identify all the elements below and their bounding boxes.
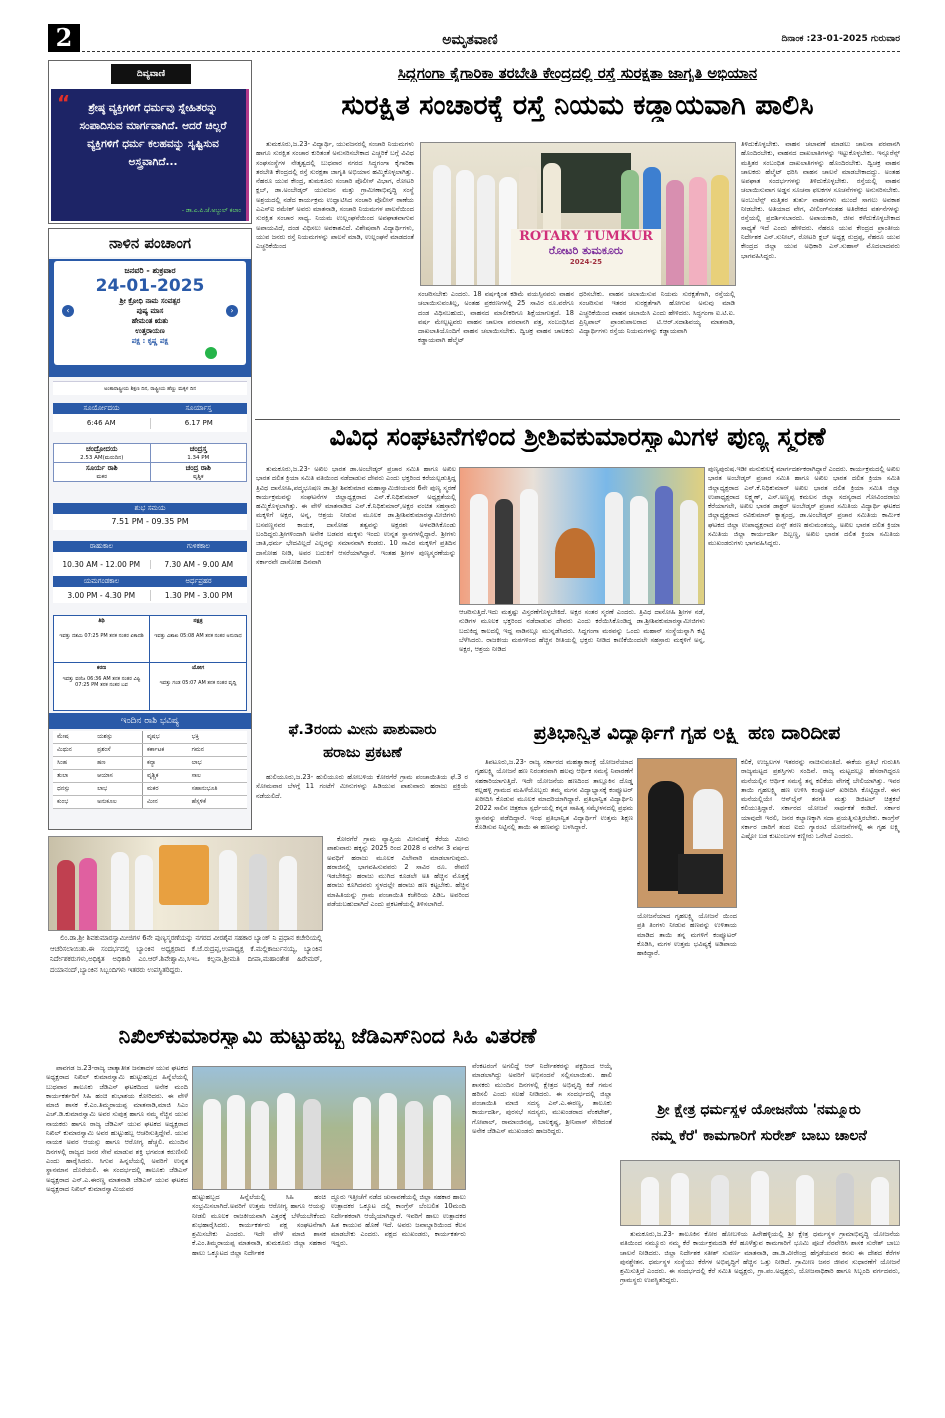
rashi-prediction: ಲಾಭ bbox=[188, 757, 247, 770]
quote-text: ಶ್ರೇಷ್ಠ ವ್ಯಕ್ತಿಗಳಿಗೆ ಧರ್ಮವು ಸ್ನೇಹಿತರನ್ನು ಸಂಪಾದಿಸುವ ಮಾರ್ಗವಾಗಿದೆ. ಆದರೆ ಚಿಲ್ಲರೆ ವ್ಯಕ್ತಿಗಳಿಗೆ ಧರ್ಮ ಕಲಹವನ್ನು ಸೃಷ್ಟಿಸುವ ಅಸ್ತ್ರವಾಗಿದೆ... bbox=[79, 102, 227, 168]
rashi-name: ತುಲಾ bbox=[53, 770, 93, 783]
article1-kicker: ಸಿದ್ಧಗಂಗಾ ಕೈಗಾರಿಕಾ ತರಬೇತಿ ಕೇಂದ್ರದಲ್ಲಿ ರಸ್ತೆ ಸುರಕ್ಷತಾ ಜಾಗೃತಿ ಅಭಿಯಾನ bbox=[397, 64, 758, 82]
quote-author: - ಡಾ.ಎ.ಪಿ.ಜೆ.ಅಬ್ದುಲ್ ಕಲಾಂ bbox=[181, 207, 241, 214]
rashi-name: ಕುಂಭ bbox=[53, 796, 93, 809]
article4-photo bbox=[637, 758, 737, 908]
rashi-prediction: ಸಾಲ bbox=[188, 770, 247, 783]
rashi-prediction: ಲಾಭ bbox=[93, 783, 142, 796]
page-number: 2 bbox=[48, 24, 80, 52]
karana: ಇವತ್ತು ವಣಿಜ 06:36 AM ತನಕ ನಂತರ ವಿಷ್ಟಿ 07:25 PM ತನಕ ನಂತರ ಬವ bbox=[62, 676, 141, 688]
tithi: ಇವತ್ತು ದಶಮಿ 07:25 PM ತನಕ ನಂತರ ಏಕಾದಶಿ bbox=[59, 633, 144, 639]
divyavani-title: ದಿವ್ಯವಾಣಿ bbox=[111, 64, 191, 84]
rashi-name: ವೃಷಭ bbox=[142, 731, 187, 744]
yama-time: 3.00 PM - 4.30 PM bbox=[53, 590, 151, 601]
rashi-prediction: ಪ್ರಶಂಸೆ bbox=[93, 744, 142, 757]
ardha-time: 1.30 PM - 3.00 PM bbox=[164, 590, 233, 600]
article1-photo bbox=[420, 142, 736, 286]
article2-photo bbox=[459, 467, 705, 605]
nakshatra-label: ನಕ್ಷತ್ರ bbox=[193, 618, 203, 624]
quote-mark-icon: “ bbox=[57, 91, 71, 115]
moonrise-time: 2.53 AM(ಮರುದಿನ) bbox=[80, 455, 124, 461]
rashi-name: ವೃಶ್ಚಿಕ bbox=[142, 770, 187, 783]
article2-body-col1: ತುಮಕೂರು,ಜ.23- ಅಖಿಲ ಭಾರತ ಡಾ.ಅಂಬೇಡ್ಕರ್ ಪ್ರಚಾರ ಸಮಿತಿ ಹಾಗೂ ಅಖಿಲ ಭಾರತ ದಲಿತ ಕ್ರಿಯಾ ಸಮಿತಿ ವತಿಯಿಂದ ನಡೆದಾಡುವ ದೇವರು ಎಂದು ಭಕ್ತರಿಂದ ಕರೆಯಲ್ಪಡುತ್ತಿದ್ದ ತ್ರಿವಿಧ ದಾಸೋಹಿ,ಪದ್ಮಭೂಷಣ ಡಾ.ಶ್ರೀ ಶಿವಕುಮಾರ ಮಹಾಸ್ವಾಮಿಜೀಯವರ 6ನೇ ಪುಣ್ಯ ಸ್ಮರಣೆ ಕಾರ್ಯಕ್ರಮವನ್ನು ಸಂಘಟನೆಗಳ ಜಿಲ್ಲಾಧ್ಯಕ್ಷರಾದ ಎನ್.ಕೆ.ನಿಧಿಕುಮಾರ್ ಅಧ್ಯಕ್ಷತೆಯಲ್ಲಿ ಹಮ್ಮಿಕೊಳ್ಳಲಾಗಿತ್ತು. ಈ ವೇಳೆ ಮಾತನಾಡಿದ ಎನ್.ಕೆ.ನಿಧಿಕುಮಾರ್,ಅಕ್ಷರ ವಂಚಿತ ಸಹಸ್ರಾರು ಮಕ್ಕಳಿಗೆ ಅಕ್ಷರ, ಅನ್ನ, ಆಶ್ರಯ ನೀಡುವ ಮೂಲಕ ಡಾ.ಶ್ರೀಶಿವಕುಮಾರಸ್ವಾಮೀಜಿಗಳು ಬಸವಣ್ಣನವರ ಕಾಯಕ, ದಾಸೋಹ ತತ್ವವನ್ನು ಅಕ್ಷರಶಃ ಅಳವಡಿಸಿಕೊಂಡು ಬಂದಿದ್ದರು.ಶ್ರೀಗಳಿಂದಾಗಿ ಅನೇಕ ಬಡವರ ಮಕ್ಕಳು ಇಂದು ಉನ್ನತ ಸ್ಥಾನಗಳಲ್ಲಿದ್ದಾರೆ. ಶ್ರೀಗಳು ಜಾತಿ,ಧರ್ಮ ಭೇದವಿಲ್ಲದೆ ಎಲ್ಲರನ್ನು ಸಮಾನವಾಗಿ ಕಂಡರು. 10 ಸಾವಿರ ಮಕ್ಕಳಿಗೆ ಪ್ರತಿದಿನ ದಾಸೋಹ ನೀಡಿ, ಅವರ ಬದುಕಿಗೆ ಆಸರೆಯಾಗಿದ್ದಾರೆ. ಇಂತಹ ಶ್ರೀಗಳ ಪುಣ್ಯಸ್ಮರಣೆಯನ್ನು ಸರ್ಕಾರವೇ ದಾಸೋಹ ದಿನವಾಗಿ bbox=[256, 465, 456, 566]
moonset-label: ಚಂದ್ರಸ್ತ bbox=[189, 445, 207, 453]
article1-body-col1: ತುಮಕೂರು,ಜ.23- ವಿದ್ಯಾರ್ಥಿ, ಯುವಜನರಲ್ಲಿ ಸಂಚಾರಿ ನಿಯಮಗಳು ಹಾಗೂ ಸುರಕ್ಷಿತ ಸಂಚಾರ ಕುರಿತಂತೆ ಅನುಸರಿಸಬೇಕಾದ ಎಚ್ಚರಿಕೆ ಬಗ್ಗೆ ವಿವಿಧ ಸಂಘಸಂಸ್ಥೆಗಳ ನೇತೃತ್ವದಲ್ಲಿ ಬುಧವಾರ ನಗರದ ಸಿದ್ಧಗಂಗಾ ಕೈಗಾರಿಕಾ ತರಬೇತಿ ಕೇಂದ್ರದಲ್ಲಿ ರಸ್ತೆ ಸುರಕ್ಷತಾ ಜಾಗೃತಿ ಅಭಿಯಾನ ಹಮ್ಮಿಕೊಳ್ಳಲಾಗಿತ್ತು. ನೆಹರೂ ಯುವ ಕೇಂದ್ರ, ತುಮಕೂರು ಸಂಚಾರಿ ಪೊಲೀಸ್ ವಿಭಾಗ, ರೋಟರಿ ಕ್ಲಬ್, ಡಾ.ಅಂಬೇಡ್ಕರ್ ಯುವಜನ ಮತ್ತು ಗ್ರಾಮೀಣಾಭಿವೃದ್ಧಿ ಸಂಸ್ಥೆ ಅಶ್ರಯದಲ್ಲಿ ನಡೆದ ಕಾರ್ಯಕ್ರಮ ಉದ್ಘಾಟಿಸಿದ ಸಂಚಾರಿ ಪೊಲೀಸ್ ಠಾಣೆಯ ಎಎಸ್‍ಐ ರಮೇಶ್ ಅವರು ಮಾತನಾಡಿ, ಸಂಚಾರಿ ನಿಯಮಗಳ ಪಾಲನೆಯಿಂದ ಸುರಕ್ಷಿತ ಸಂಚಾರ ಸಾಧ್ಯ. ನಿಯಮ ಉಲ್ಲಂಘನೆಯಿಂದ ಅಪಘಾತವಾಗುವ ಅಪಾಯವಿದೆ, ದಂಡ ವಿಧಿಸಲು ಅವಕಾಶವಿದೆ. ವಿಶೇಷವಾಗಿ ವಿದ್ಯಾರ್ಥಿಗಳು, ಯುವ ಜನರು ರಸ್ತೆ ನಿಯಮಗಳನ್ನು ಪಾಲನೆ ಮಾಡಿ, ಉಲ್ಲಂಘನೆ ಮಾಡದಂತೆ ಎಚ್ಚರಿಕೆಯಿಂದ bbox=[256, 140, 414, 251]
article4-body-col1: ತಿಪಟೂರು,ಜ.23- ರಾಜ್ಯ ಸರ್ಕಾರದ ಮಹತ್ವಾಕಾಂಕ್ಷೆ ಯೋಜನೆಯಾದ ಗೃಹಲಕ್ಷ್ಮಿ ಯೋಜನೆ ಹಣ ನಿರಂತರವಾಗಿ ಹಲವು ಆರ್ಥಿಕ ಸಮಸ್ಯೆ ನಿವಾರಣೆಗೆ ಸಹಕಾರಿಯಾಗುತ್ತಿದೆ. ಇದೇ ಯೋಜನೆಯ ಹಣದಿಂದ ತಾಲ್ಲೂಕಿನ ದೊಡ್ಡ ಕಲ್ಲಹಳ್ಳಿ ಗ್ರಾಮದ ಮಹಿಳೆಯೊಬ್ಬರು ತಮ್ಮ ಮಗನ ವಿದ್ಯಾಭ್ಯಾಸಕ್ಕೆ ಕಂಪ್ಯೂಟರ್ ಖರೀದಿಸಿ ಕೊಡುವ ಮೂಲಕ ಮಾದರಿಯಾಗಿದ್ದಾರೆ. ಪ್ರತಿಭಾನ್ವಿತ ವಿದ್ಯಾರ್ಥಿನಿ 2022 ಸಾಲಿನ ಚಿತ್ರಕಲಾ ಸ್ಪರ್ಧೆಯಲ್ಲಿ ಕನ್ನಡ ಸಾಹಿತ್ಯ ಸಮ್ಮೇಳನದಲ್ಲಿ ಪ್ರಥಮ ಸ್ಥಾನವನ್ನು ಪಡೆದಿದ್ದಾರೆ. ಇಂಥ ಪ್ರತಿಭಾನ್ವಿತ ವಿದ್ಯಾರ್ಥಿಗೆ ಉತ್ತಮ ಶಿಕ್ಷಣ ಕೊಡಿಸುವ ನಿಟ್ಟಿನಲ್ಲಿ ತಾಯಿ ಈ ಹಣವನ್ನು ಬಳಸಿದ್ದಾರೆ. bbox=[475, 758, 633, 832]
gulika-time: 7.30 AM - 9.00 AM bbox=[164, 559, 234, 569]
rahu-time: 10.30 AM - 12.00 PM bbox=[53, 560, 151, 569]
panchang-date: 24-01-2025 bbox=[95, 276, 205, 296]
yoga-label: ಯೋಗ bbox=[191, 665, 205, 671]
rashi-prediction: ಆಯಾಸ bbox=[93, 770, 142, 783]
date-card bbox=[49, 259, 251, 377]
rahu-label: ರಾಹುಕಾಲ bbox=[89, 542, 114, 550]
samvatsara: ಶ್ರೀ ಕ್ರೋಧಿ ನಾಮ ಸಂವತ್ಸರ bbox=[119, 297, 181, 305]
article5-body-col4: ವೆಂಕಟರಂಗೆ ಅಗಲಿದ್ದೆ ಆರ್ ನಿರ್ದೇಶಕರನ್ನು ಪಕ್ಷದಿಂದ ಆಯ್ಕೆ ಮಾಡಲಾಗಿದ್ದು ಅವರಿಗೆ ಅಭಿನಂದನೆ ಸಲ್ಲಿಸಲಾಯಿತು. ಹಾಲಿ ಶಾಸಕರು ಮುಂದಿನ ದಿನಗಳಲ್ಲಿ ಕ್ಷೇತ್ರದ ಅಭಿವೃದ್ಧಿ ಕಡೆ ಗಮನ ಹರಿಸಲಿ ಎಂದು ಸಲಹೆ ನೀಡಿದರು. ಈ ಸಂದರ್ಭದಲ್ಲಿ ಜಿಲ್ಲಾ ಪಂಚಾಯಿತಿ ಮಾಜಿ ಸದಸ್ಯ ಎನ್.ಎ.ಈರಣ್ಣ, ತಾಲೂಕು ಕಾರ್ಯದರ್ಶಿ, ಪುರಸಭೆ ಸದಸ್ಯರು, ಮುಖಂಡರಾದ ವೆಂಕಟೇಶ್, ಗೋಪಾಲ್, ರಾಮಾಂಜಿನಪ್ಪ, ಬಾಲಕೃಷ್ಣ, ಶ್ರೀನಿವಾಸ್ ಸೇರಿದಂತೆ ಅನೇಕ ಜೆಡಿಎಸ್ ಮುಖಂಡರು ಹಾಜರಿದ್ದರು. bbox=[472, 1062, 612, 1136]
quote-card bbox=[51, 89, 249, 221]
rashi-name: ಮೀನ bbox=[142, 796, 187, 809]
rashi-name: ಧನಸ್ಸು bbox=[53, 783, 93, 796]
article4-body-col2: ಯೋಜನೆಯಾದ ಗೃಹಲಕ್ಷ್ಮಿ ಯೋಜನೆ ಯಿಂದ ಪ್ರತಿ ತಿಂಗಳು ನೀಡುವ ಹಣವನ್ನು ಉಳಿತಾಯ ಮಾಡಿದ ತಾಯಿ ತನ್ನ ಮಗಳಿಗೆ ಕಂಪ್ಯೂಟರ್ ಕೊಡಿಸಿ, ಮಗಳ ಉತ್ತಮ ಭವಿಷ್ಯಕ್ಕೆ ಅಡಿಪಾಯ ಹಾಕಿದ್ದಾರೆ. bbox=[637, 912, 737, 958]
gulika-label: ಗುಳಿಕಕಾಲ bbox=[186, 542, 211, 550]
rashi-name: ಮಕರ bbox=[142, 783, 187, 796]
rashi-prediction: ಯಶಸ್ಸು bbox=[93, 731, 142, 744]
article1-body-col2: ಸಂಚರಿಸಬೇಕು ಎಂದರು. 18 ವರ್ಷಕ್ಕಿಂತ ಕಡಿಮೆ ವಯಸ್ಸಿನವರು ವಾಹನ ಚಲಾಯಿಸುವಂತಿಲ್ಲ, ಅಂತಹ ಪ್ರಕರಣಗಳಲ್ಲಿ 25 ಸಾವಿರ ರೂ.ವರೆಗೂ ದಂಡ ವಿಧಿಸಬಹುದು, ವಾಹನದ ಮಾಲೀಕರಿಗೂ ಶಿಕ್ಷೆಯಾಗುತ್ತದೆ. 18 ವರ್ಷ ಮೇಲ್ಪಟ್ಟವರು ವಾಹನ ಚಾಲನಾ ಪರವಾನಗಿ ಪತ್ರ, ಸಂಬಂಧಿಸಿದ ದಾಖಲಾತಿಯೊಂದಿಗೆ ವಾಹನ ಚಲಾಯಿಸಬೇಕು. ದ್ವಿಚಕ್ರ ವಾಹನ ಚಾಲಕರು ಕಡ್ಡಾಯವಾಗಿ ಹೆಲ್ಮೆಟ್ bbox=[418, 290, 574, 345]
article2-body-col3: ಪುಣ್ಯಪುರುಷ.ಇಡೀ ಮನುಕುಲಕ್ಕೆ ಮಾರ್ಗದರ್ಶಕರಾಗಿದ್ದಾರೆ ಎಂದರು. ಕಾರ್ಯಕ್ರಮದಲ್ಲಿ ಅಖಿಲ ಭಾರತ ಅಂಬೇಡ್ಕರ್ ಪ್ರಚಾರ ಸಮಿತಿ ಹಾಗೂ ಅಖಿಲ ಭಾರತ ದಲಿತ ಕ್ರಿಯಾ ಸಮಿತಿ ಜಿಲ್ಲಾಧ್ಯಕ್ಷರಾದ ಎನ್.ಕೆ.ನಿಧಿಕುಮಾರ್ ಅಖಿಲ ಭಾರತ ದಲಿತ ಕ್ರಿಯಾ ಸಮಿತಿ ಜಿಲ್ಲಾ ಉಪಾಧ್ಯಕ್ಷರಾದ ಲಕ್ಷ್ಮಣ್, ಎಸ್.ಅಣ್ಣಪ್ಪ ಕಮಲನ ಜಿಲ್ಲಾ ಸದಸ್ಯರಾದ ಗೋವಿಂದರಾಜು ಕೆರೆಯಾಗಲೇ, ಅಖಿಲ ಭಾರತ ಡಾಕ್ಟರ್ ಅಂಬೇಡ್ಕರ್ ಪ್ರಚಾರ ಸಮಿತಿಯ ವಿದ್ಯಾರ್ಥಿ ಘಟಕದ ಜಿಲ್ಲಾಧ್ಯಕ್ಷರಾದ ರವಿಕುಮಾರ್ ಕ್ಯಾತ್ಸಂದ್ರ, ಡಾ.ಅಂಬೇಡ್ಕರ್ ಪ್ರಚಾರ ಸಮಿತಿಯ ಕಾರ್ಮಿಕ ಘಟಕದ ಜಿಲ್ಲಾ ಉಪಾಧ್ಯಕ್ಷರಾದ ಏನ್ಸ್ ತರಣ ಹನುಮಂತಯ್ಯ, ಅಖಿಲ ಭಾರತ ದಲಿತ ಕ್ರಿಯಾ ಸಮಿತಿಯ ಜಿಲ್ಲಾ ಕಾರ್ಯದರ್ಶಿ ದಿಬ್ಬಣ್ಣ, ಅಖಿಲ ಭಾರತ ದಲಿತ ಕ್ರಿಯಾ ಸಮಿತಿಯ ಮುಖಂಡರುಗಳು ಭಾಗವಹಿಸಿದ್ದರು. bbox=[708, 465, 900, 548]
tithi-label: ತಿಥಿ bbox=[98, 618, 105, 624]
article5-photo bbox=[192, 1066, 466, 1190]
photo-caption: ಲಿಂ.ಡಾ.ಶ್ರೀ ಶಿವಕುಮಾರಸ್ವಾಮೀಜಿಗಳ 6ನೇ ಪುಣ್ಯಸ್ಮರಣೆಯನ್ನು ನಗರದ ವೀರಶೈವ ಸಹಕಾರ ಬ್ಯಾಂಕ್ ನಿ ಪ್ರಧಾನ ಕಚೇರಿಯಲ್ಲಿ ಆಚರಿಸಲಾಯಿತು.ಈ ಸಂದರ್ಭದಲ್ಲಿ ಬ್ಯಾಂಕಿನ ಅಧ್ಯಕ್ಷರಾದ ಕೆ.ಜೆ.ರುದ್ರಪ್ಪ,ಉಪಾಧ್ಯಕ್ಷ ಕೆ.ಮಲ್ಲಿಕಾರ್ಜುನಯ್ಯ, ಬ್ಯಾಂಕಿನ ನಿರ್ದೇಶಕರುಗಳು,ಅಧಿಕೃತ ಅಧಿಕಾರಿ ಎಂ.ಆರ್.ಶಿವೇಶ್ವಾಮಿ,ಸಿಇಒ ಕಲ್ಪನಾ,ಶ್ರೀಮತಿ ದೀಪಾ,ಮಹಾಂತೇಶ ಹಿರೇಮಠ್, ದಯಾನಂದ್,ಬ್ಯಾಂಕಿನ ಸಿಬ್ಬಂದಿಗಳು ಇತರರು ಉಪಸ್ಥಿತರಿದ್ದರು. bbox=[50, 934, 322, 974]
article1-body-col3: ಧರಿಸಬೇಕು. ವಾಹನ ಚಲಾಯಿಸುವ ನಿಯಮ ಸುರಕ್ಷತೆಗಾಗಿ, ರಸ್ತೆಯಲ್ಲಿ ಸಂಚರಿಸುವ ಇತರರ ಸುರಕ್ಷತೆಗಾಗಿ ಹೋಗುವ ಅನುವು ಮಾಡಿ ಎಚ್ಚರಿಕೆಯಿಂದ ವಾಹನ ಚಲಾಯಿಸಿ ಎಂದು ಹೇಳಿದರು. ಸಿದ್ಧಗಂಗಾ ಐ.ಟಿ.ಐ. ಪ್ರಿನ್ಸಿಪಾಲ್ ಪ್ರಾಂಶುಪಾಲರಾದ ಟಿ.ಆರ್.ಸದಾಶಿವಯ್ಯ ಮಾತನಾಡಿ, ವಿದ್ಯಾರ್ಥಿಗಳು ರಸ್ತೆಯ ನಿಯಮಗಳನ್ನು ಕಡ್ಡಾಯವಾಗಿ bbox=[579, 290, 735, 336]
yama-label: ಯಮಗಂಡಕಾಲ bbox=[83, 577, 120, 585]
surya-rashi: ಮಕರ bbox=[96, 474, 108, 480]
article3-body-col2: ಕೋರಗೆರೆ ಗ್ರಾಮ ವ್ಯಾಪ್ತಿಯ ಮೀನುಪಕ್ಕೆ ಕೆರೆಯ ಮೀನು ಪಾಶುವಾರು ಹಕ್ಕನ್ನು 2025 ರಿಂದ 2028 ರ ವರೆಗಿನ 3 ವರ್ಷದ ಅವಧಿಗೆ ಹರಾಜು ಮೂಲಕ ವಿಲೇವಾರಿ ಮಾಡಲಾಗುವುದು. ಹರಾಜಿನಲ್ಲಿ ಭಾಗವಹಿಸುವವರು 2 ಸಾವಿರ ರೂ. ಠೇವಣಿ ಇಡಬೇಕಿದ್ದು ಹರಾಜು ಮುಗಿದ ಕೂಡಲೇ ಅತಿ ಹೆಚ್ಚಿನ ಮೊತ್ತಕ್ಕೆ ಹರಾಜು ಕೂಗಿದವರು ಸ್ಥಳದಲ್ಲೇ ಹರಾಜು ಹಣ ಕಟ್ಟಬೇಕು. ಹೆಚ್ಚಿನ ಮಾಹಿತಿಯನ್ನು ಗ್ರಾಮ ಪಂಚಾಯಿತಿ ಕಚೇರಿಯ ಪಿಡಿಒ ಅವರಿಂದ ಪಡೆಯಬಹುದಾಗಿದೆ ಎಂದು ಪ್ರಕಟಣೆಯಲ್ಲಿ ತಿಳಿಸಲಾಗಿದೆ. bbox=[327, 835, 469, 909]
yoga: ಇವತ್ತು ಗಂಡ 05:07 AM ತನಕ ನಂತರ ವೃದ್ಧಿ bbox=[159, 680, 237, 686]
article5-body-col2: ಹುಟ್ಟುಹಬ್ಬದ ಹಿನ್ನೆಲೆಯಲ್ಲಿ ಸಿಹಿ ಹಂಚಿ ಸಂಭ್ರಮಿಸಲಾಗಿದೆ.ಅವರಿಗೆ ಉತ್ತಮ ಆರೋಗ್ಯ ಹಾಗೂ ಆಯಸ್ಸು ನೀಡಲಿ ಮೂಲಕ ರಾಜಕೀಯವಾಗಿ ಎತ್ತರಕ್ಕೆ ಬೆಳೆಯಬೇಕೆಂದು ಶುಭಹಾರೈಸಿದರು. ಕಾರ್ಯಕರ್ತರು ಪಕ್ಷ ಸಂಘಟನೆಗಾಗಿ ಶ್ರಮಿಸಬೇಕು ಎಂದರು. ಇದೇ ವೇಳೆ ಮಾಜಿ ಶಾಸಕ ಕೆ.ಎಂ.ತಿಮ್ಮರಾಯಪ್ಪ ಮಾತನಾಡಿ, ತುಮಕೂರು ಜಿಲ್ಲಾ ಸಹಕಾರ ಹಾಲು ಒಕ್ಕೂಟದ ಜಿಲ್ಲಾ ನಿರ್ದೇಶಕ bbox=[192, 1193, 326, 1257]
divyavani-box bbox=[48, 60, 252, 224]
shubha-label: ಶುಭ ಸಮಯ bbox=[53, 503, 247, 514]
rashi-name: ಮಿಥುನ bbox=[53, 744, 93, 757]
moonrise-label: ಚಂದ್ರೋದಯ bbox=[86, 445, 118, 453]
rashi-row bbox=[53, 731, 247, 744]
rashi-name: ಕರ್ಕಾಟಕ bbox=[142, 744, 187, 757]
article4-headline: ಪ್ರತಿಭಾನ್ವಿತ ವಿದ್ಯಾರ್ಥಿಗೆ ಗೃಹ ಲಕ್ಷ್ಮಿ ಹಣ ದಾರಿದೀಪ bbox=[533, 722, 841, 744]
issue-date: ದಿನಾಂಕ :23-01-2025 ಗುರುವಾರ bbox=[781, 34, 900, 44]
month-day: ಜನವರಿ - ಶುಕ್ರವಾರ bbox=[124, 266, 176, 275]
whatsapp-icon[interactable] bbox=[205, 347, 217, 359]
next-day-icon[interactable]: › bbox=[226, 305, 238, 317]
article3-headline-line2: ಹರಾಜು ಪ್ರಕಟಣೆ bbox=[323, 745, 402, 761]
banner-text-kannada: ರೋಟರಿ ತುಮಕೂರು bbox=[548, 244, 624, 257]
rashi-prediction: ಹೆಸ್ಸಳಿಕೆ bbox=[188, 796, 247, 809]
paksha: ಪಕ್ಷ : ಕೃಷ್ಣ ಪಕ್ಷ bbox=[131, 337, 169, 345]
article6-body: ತುಮಕೂರು,ಜ.23- ತಾಲೂಕಿನ ಕೋರ ಹೋಬಳಿಯ ಹಿರೇಹಳ್ಳಿಯಲ್ಲಿ ಶ್ರೀ ಕ್ಷೇತ್ರ ಧರ್ಮಸ್ಥಳ ಗ್ರಾಮಾಭಿವೃದ್ಧಿ ಯೋಜನೆಯ ವತಿಯಿಂದ ನಮ್ಮೂರು ನಮ್ಮ ಕೆರೆ ಕಾರ್ಯಕ್ರಮದಡಿ ಕೆರೆ ಹೂಳೆತ್ತುವ ಕಾಮಗಾರಿಗೆ ಭೂಮಿ ಪೂಜೆ ನೆರವೇರಿಸಿ ಶಾಸಕ ಸುರೇಶ್ ಬಾಬು ಚಾಲನೆ ನೀಡಿದರು. ಜಿಲ್ಲಾ ನಿರ್ದೇಶಕ ಸತೀಶ್ ಸುವರ್ಣ ಮಾತನಾಡಿ, ಡಾ.ಡಿ.ವೀರೇಂದ್ರ ಹೆಗ್ಗಡೆಯವರ ಕನಸು ಈ ದೇಶದ ಕೆರೆಗಳ ಪುನಶ್ಚೇತನ. ಧರ್ಮಸ್ಥಳ ಸಂಸ್ಥೆಯು ಕೆರೆಗಳ ಅಭಿವೃದ್ಧಿಗೆ ಹೆಚ್ಚಿನ ಒತ್ತು ನೀಡಿದೆ. ಗ್ರಾಮೀಣ ಜನರ ಜೀವನ ಸುಧಾರಣೆಗೆ ಯೋಜನೆ ಶ್ರಮಿಸುತ್ತಿದೆ ಎಂದರು. ಈ ಸಂದರ್ಭದಲ್ಲಿ ಕೆರೆ ಸಮಿತಿ ಅಧ್ಯಕ್ಷರು, ಗ್ರಾ.ಪಂ.ಅಧ್ಯಕ್ಷರು, ಯೋಜನಾಧಿಕಾರಿ ಹಾಗೂ ಸಿಬ್ಬಂದಿ ವರ್ಗದವರು, ಗ್ರಾಮಸ್ಥರು ಉಪಸ್ಥಿತರಿದ್ದರು. bbox=[620, 1230, 900, 1285]
article3-headline-line1: ಫೆ.3ರಂದು ಮೀನು ಪಾಶುವಾರು bbox=[288, 722, 437, 738]
panchang-box bbox=[48, 228, 252, 830]
article1-headline: ಸುರಕ್ಷಿತ ಸಂಚಾರಕ್ಕೆ ರಸ್ತೆ ನಿಯಮ ಕಡ್ಡಾಯವಾಗಿ ಪಾಲಿಸಿ bbox=[341, 90, 814, 121]
rashi-prediction: ಹಣ bbox=[93, 757, 142, 770]
prev-day-icon[interactable]: ‹ bbox=[62, 305, 74, 317]
sunset-time: 6.17 PM bbox=[184, 418, 213, 427]
header-divider bbox=[82, 51, 900, 52]
panchang-title: ನಾಳಿನ ಪಂಚಾಂಗ bbox=[49, 229, 251, 257]
banner-year: 2024-25 bbox=[569, 258, 603, 266]
article4-body-col3: ಕಲಿಕೆ, ಉಜ್ವಲಗಳ ಇತರರನ್ನು ನಾಚಿಸುವಂತಿದೆ. ಈಕೆಯ ಪ್ರತಿಭೆ ಗುರುತಿಸಿ ರಾಜ್ಯಮಟ್ಟದ ಪ್ರಶಸ್ತಿಗಳು ಸಂದಿವೆ. ರಾಜ್ಯ ಮಟ್ಟದಲ್ಲೂ ಹೆಸರಾಗಿದ್ದರೂ ಮನೆಯಲ್ಲಿನ ಆರ್ಥಿಕ ಸಮಸ್ಯೆ ತನ್ನ ಕಲಿಕೆಯ ವೇಗಕ್ಕೆ ಬೇಲಿಯಾಗಿತ್ತು. ಇವರ ತಾಯಿ ಗೃಹಲಕ್ಷ್ಮಿ ಹಣ ಉಳಿಸಿ ಕಂಪ್ಯೂಟರ್ ಖರೀದಿಸಿ ಕೊಟ್ಟಿದ್ದಾರೆ. ಈಗ ಮನೆಯಲ್ಲಿಯೇ ಆನ್‍ಲೈನ್ ತರಗತಿ ಮತ್ತು ಡಿಜಿಟಲ್ ಚಿತ್ರಕಲೆ ಕಲಿಯುತ್ತಿದ್ದಾರೆ. ಸರ್ಕಾರದ ಯೋಜನೆ ಸಾರ್ಥಕತೆ ಕಂಡಿದೆ. ಸರ್ಕಾರ ಯಾವುದೇ ಇರಲಿ, ಜನರ ಕಲ್ಯಾಣಕ್ಕಾಗಿ ಸದಾ ಪ್ರಯತ್ನಿಸುತ್ತಿರಬೇಕು. ಕಾಂಗ್ರೆಸ್ ಸರ್ಕಾರ ಜಾರಿಗೆ ತಂದ ಐದು ಗ್ಯಾರಂಟಿ ಯೋಜನೆಗಳಲ್ಲಿ ಈ ಗೃಹ ಲಕ್ಷ್ಮಿ ಎಷ್ಟೋ ಬಡ ಕುಟುಂಬಗಳ ಕಣ್ಣೀರು ಒರೆಸಿದೆ ಎಂದರು. bbox=[741, 758, 900, 841]
chandra-rashi-label: ಚಂದ್ರ ರಾಶಿ bbox=[185, 464, 211, 472]
rashi-name: ಮೇಷ bbox=[53, 731, 93, 744]
article1-body-col4: ತಿಳಿದುಕೊಳ್ಳಬೇಕು. ವಾಹನ ಚಲಾವಣೆ ಮಾಡಲು ಚಾಲನಾ ಪರವಾನಗಿ ಹೊಂದಿರಬೇಕು, ವಾಹನದ ದಾಖಲಾತಿಗಳನ್ನು ಇಟ್ಟುಕೊಳ್ಳಬೇಕು. ಇನ್ಸೂರೆನ್ಸ್ ಮತ್ತಿತರ ಸಂಬಂಧಿತ ದಾಖಲಾತಿಗಳನ್ನು ಹೊಂದಿರಬೇಕು. ದ್ವಿಚಕ್ರ ವಾಹನ ಚಾಲಕರು ಹೆಲ್ಮೆಟ್ ಧರಿಸಿ ವಾಹನ ಚಾಲನೆ ಮಾಡಬೇಕಾದದ್ದು. ಅಂತಹ ಅಪಘಾತ ಸಂದರ್ಭಗಳನ್ನು ತಿಳಿದುಕೊಳ್ಳಬೇಕು. ರಸ್ತೆಯಲ್ಲಿ ವಾಹನ ಚಲಾಯಿಸುವಾಗ ಅಡ್ಡನ ಸೂಚನಾ ಫಲಕಗಳ ಸೂಚನೆಗಳನ್ನು ಅನುಸರಿಸಬೇಕು. ಅಂಬುಲೆನ್ಸ್ ಮತ್ತಿತರ ತುರ್ತು ವಾಹನಗಳು ಮುಂದೆ ಸಾಗಲು ಅವಕಾಶ ನೀಡಬೇಕು. ಅತಿಯಾದ ವೇಗ, ವೀಲಿಂಗ್‍ನಂತಹ ಅತಿರೇಕದ ವರ್ತನೆಗಳನ್ನು ರಸ್ತೆಯಲ್ಲಿ ಪ್ರದರ್ಶಿಸಬಾರದು. ಅಪಾಯಕಾರಿ, ಜೀವ ಕಳೆದುಕೊಳ್ಳಬೇಕಾದ ಸಾಧ್ಯತೆ ಇದೆ ಎಂದು ಹೇಳಿದರು. ನೆಹರೂ ಯುವ ಕೇಂದ್ರದ ಪ್ರಾಂತೀಯ ನಿರ್ದೇಶಕ ಎನ್.ಸುನೀಲ್, ರೋಟರಿ ಕ್ಲಬ್ ಅಧ್ಯಕ್ಷ ರುದ್ರಪ್ಪ, ನೆಹರೂ ಯುವ ಕೇಂದ್ರದ ಜಿಲ್ಲಾ ಯುವ ಅಧಿಕಾರಿ ಎಸ್.ಸುಹಾಸ್ ಮೊದಲಾದವರು ಭಾಗವಹಿಸಿದ್ದರು. bbox=[741, 140, 900, 260]
article5-body-col1: ಪಾವಗಡ ಜ.23-ರಾಜ್ಯ ಜಾತ್ಯಾತೀತ ಜನತಾದಳ ಯುವ ಘಟಕದ ಅಧ್ಯಕ್ಷರಾದ ನಿಖಿಲ್ ಕುಮಾರಸ್ವಾಮಿ ಹುಟ್ಟುಹಬ್ಬದ ಹಿನ್ನೆಲೆಯಲ್ಲಿ ಬುಧವಾರ ತಾಲೂಕು ಜೆಡಿಎಸ್ ಘಟಕದಿಂದ ಅನೇಕ ಮಂದಿ ಕಾರ್ಯಕರ್ತರಿಗೆ ಸಿಹಿ ಹಂಚಿ ಶುಭಾಶಯ ಕೋರಿದರು. ಈ ವೇಳೆ ಮಾಜಿ ಶಾಸಕ ಕೆ.ಎಂ.ತಿಮ್ಮರಾಯಪ್ಪ ಮಾತನಾಡಿ,ಮಾಜಿ ಸಿಎಂ ಎಚ್.ಡಿ.ಕುಮಾರಸ್ವಾಮಿ ಅವರ ಸುಪುತ್ರ ಹಾಗೂ ನಮ್ಮ ನೆಚ್ಚಿನ ಯುವ ನಾಯಕರು ಹಾಗೂ ರಾಜ್ಯ ಜೆಡಿಎಸ್ ಯುವ ಘಟಕದ ಅಧ್ಯಕ್ಷರಾದ ನಿಖಿಲ್ ಕುಮಾರಸ್ವಾಮಿ ಅವರ ಹುಟ್ಟುಹಬ್ಬ ಆಚರಿಸುತ್ತಿದ್ದೇವೆ. ಯುವ ನಾಯಕ ಅವರ ಆಯಸ್ಸು ಹಾಗೂ ಆರೋಗ್ಯ ಹೆಚ್ಚಲಿ. ಮುಂದಿನ ದಿನಗಳಲ್ಲಿ ರಾಜ್ಯದ ಜನರ ಸೇವೆ ಮಾಡುವ ಶಕ್ತಿ ಭಗವಂತ ಕರುಣಿಸಲಿ ಎಂದು ಹಾರೈಸಿದರು. ಸಿಗುವ ಹಿನ್ನಲೆಯಲ್ಲಿ ಅವರಿಗೆ ಉನ್ನತ ಸ್ಥಾನಮಾನ ದೊರೆಯಲಿ. ಈ ಸಂದರ್ಭದಲ್ಲಿ ತಾಲೂಕು ಜೆಡಿಎಸ್ ಅಧ್ಯಕ್ಷರಾದ ಎನ್.ಎ.ಈರಣ್ಣ ಮಾತನಾಡಿ ಜೆಡಿಎಸ್ ಯುವ ಘಟಕದ ಅಧ್ಯಕ್ಷರಾದ ನಿಖಿಲ್ ಕುಮಾರಸ್ವಾಮಿಯವರ bbox=[46, 1064, 188, 1193]
rashi-title: ಇಂದಿನ ರಾಶಿ ಭವಿಷ್ಯ bbox=[49, 713, 251, 729]
masa: ಪುಷ್ಯ ಮಾಸ bbox=[136, 307, 164, 315]
rashi-row bbox=[53, 770, 247, 783]
ayana: ಉತ್ತರಾಯಣ bbox=[135, 327, 165, 335]
article5-body-col3: ದ್ದೂರು ಇತ್ತೀಚೆಗೆ ನಡೆದ ಚುನಾವಣೆಯಲ್ಲಿ ಜಿಲ್ಲಾ ಸಹಕಾರ ಹಾಲು ಉತ್ಪಾದಕರ ಒಕ್ಕೂಟ ದಲ್ಲಿ ಕಾಂಗ್ರೆಸ್ ಬೆಂಬಲಿತ 10ಮಂದಿ ನಿರ್ದೇಶಕರಾಗಿ ಆಯ್ಕೆಯಾಗಿದ್ದಾರೆ. ಇವರಿಗೆ ಹಾಲು ಉತ್ಪಾದಕರ ಹಿತ ಕಾಯುವ ಹೊಣೆ ಇದೆ. ಅವರು ಜವಾಬ್ದಾರಿಯಿಂದ ಕೆಲಸ ಮಾಡಬೇಕು ಎಂದರು. ಪಕ್ಷದ ಮುಖಂಡರು, ಕಾರ್ಯಕರ್ತರು ಇದ್ದರು. bbox=[331, 1193, 466, 1248]
chandra-rashi: ವೃಶ್ಚಿಕ bbox=[192, 474, 204, 480]
festival-line: ಅಂತಾರಾಷ್ಟ್ರೀಯ ಶಿಕ್ಷಣ ದಿನ, ರಾಷ್ಟ್ರೀಯ ಹೆಣ್ಣು ಮಕ್ಕಳ ದಿನ bbox=[53, 381, 247, 395]
rashi-name: ಸಿಂಹ bbox=[53, 757, 93, 770]
rashi-row bbox=[53, 796, 247, 809]
article5-headline: ನಿಖಿಲ್‍ಕುಮಾರಸ್ವಾಮಿ ಹುಟ್ಟುಹಬ್ಬ ಜೆಡಿಎಸ್‍ನಿಂದ ಸಿಹಿ ವಿತರಣೆ bbox=[118, 1024, 537, 1048]
rashi-prediction: ಭಕ್ತಿ bbox=[188, 731, 247, 744]
rashi-row bbox=[53, 783, 247, 796]
rashi-prediction: ಸಹಾನುಭೂತಿ bbox=[188, 783, 247, 796]
sunset-label: ಸೂರ್ಯಾಸ್ತ bbox=[185, 404, 212, 412]
article6-headline-line2: ನಮ್ಮ ಕೆರೆ' ಕಾಮಗಾರಿಗೆ ಸುರೇಶ್ ಬಾಬು ಚಾಲನೆ bbox=[651, 1128, 867, 1144]
ritu: ಹೇಮಂತ ಋತು bbox=[131, 317, 169, 325]
article6-photo bbox=[620, 1160, 900, 1226]
ardha-label: ಅರ್ಧಪ್ರಹರ bbox=[185, 577, 212, 585]
rashi-name: ಕನ್ಯಾ bbox=[142, 757, 187, 770]
article3-body-col1: ಹುಲಿಯೂರು,ಜ.23- ಹುಲಿಯೂರು ಹೋಬಳಿಯ ಕೋರಗೆರೆ ಗ್ರಾಮ ಪಂಚಾಯಿತಿಯ ಫೆ.3 ರ ಸೋಮವಾರ ಬೆಳಗ್ಗೆ 11 ಗಂಟೆಗೆ ಮೀನುಗಳನ್ನು ಹಿಡಿಯುವ ಪಾಶುವಾರು ಹರಾಜು ಪ್ರಕ್ರಿಯೆ ನಡೆಯಲಿದೆ. bbox=[256, 773, 468, 800]
rashi-row bbox=[53, 744, 247, 757]
swamiji-tribute-photo bbox=[48, 836, 323, 931]
sunrise-label: ಸೂರ್ಯೋದಯ bbox=[83, 404, 120, 412]
rashi-prediction: ಗಮನ bbox=[188, 744, 247, 757]
karana-label: ಕರಣ bbox=[96, 665, 107, 671]
rashi-prediction: ಅನುಕೂಲ bbox=[93, 796, 142, 809]
article6-headline-line1: ಶ್ರೀ ಕ್ಷೇತ್ರ ಧರ್ಮಸ್ಥಳ ಯೋಜನೆಯ 'ನಮ್ಮೂರು bbox=[657, 1102, 861, 1118]
shubha-time: 7.51 PM - 09.35 PM bbox=[53, 514, 247, 530]
nakshatra: ಇವತ್ತು ವಿಶಾಖ 05:08 AM ತನಕ ನಂತರ ಅನುರಾಧ bbox=[154, 633, 242, 639]
divider bbox=[255, 419, 900, 420]
banner-text: ROTARY TUMKUR bbox=[519, 229, 653, 244]
sunrise-time: 6:46 AM bbox=[53, 418, 151, 429]
rashi-row bbox=[53, 757, 247, 770]
article2-headline: ವಿವಿಧ ಸಂಘಟನೆಗಳಿಂದ ಶ್ರೀಶಿವಕುಮಾರಸ್ವಾಮಿಗಳ ಪುಣ್ಯ ಸ್ಮರಣೆ bbox=[329, 422, 826, 451]
rashi-table bbox=[53, 731, 247, 809]
moonset-time: 1.34 PM bbox=[187, 455, 210, 461]
article2-body-col2: ಆಚರಿಸುತ್ತಿದೆ.ಇದು ಮತ್ತಷ್ಟು ವಿಸ್ತರಣೆಗೊಳ್ಳಬೇಕಿದೆ. ಅಕ್ಷರ ಸಂತರ ಸ್ಮರಣೆ ಎಂದರು. ತ್ರಿವಿಧ ದಾಸೋಹಿ ಶ್ರೀಗಳ ನಡೆ, ನುಡಿಗಳ ಮೂಲಕ ಭಕ್ತರಿಂದ ನಡೆದಾಡುವ ದೇವರು ಎಂದು ಕರೆಯಿಸಿಕೊಂಡಿದ್ದ ಡಾ.ಶ್ರೀಶಿವಕುಮಾರಸ್ವಾಮೀಜಿಗಳು ಬದುಕಿದ್ದ ಕಾಲದಲ್ಲಿ ಇದ್ದ ನಾಡಿನಲ್ಲೂ ಮುನ್ನಡೆಸಿದರು. ಸಿದ್ದಗಂಗಾ ಮಠವನ್ನು ಒಂದು ಮಹಾನ್ ಸಂಸ್ಥೆಯನ್ನಾಗಿ ಕಟ್ಟಿ ಬೆಳೆಸಿದರು. ರಾಜಕೀಯ ಮಠಗಳಿಂದ ಹೆಚ್ಚಿನ ರೀತಿಯಲ್ಲಿ ಭಕ್ತರು ನೀಡಿದ ಕಾಣಿಕೆಯಿಂದಲೇ ಸಹಸ್ರಾರು ಮಕ್ಕಳಿಗೆ ಅನ್ನ, ಅಕ್ಷರ, ಆಶ್ರಯ ನೀಡಿದ bbox=[459, 608, 705, 654]
masthead: ಅಮೃತವಾಣಿ bbox=[442, 32, 498, 48]
surya-rashi-label: ಸೂರ್ಯ ರಾಶಿ bbox=[85, 464, 118, 472]
